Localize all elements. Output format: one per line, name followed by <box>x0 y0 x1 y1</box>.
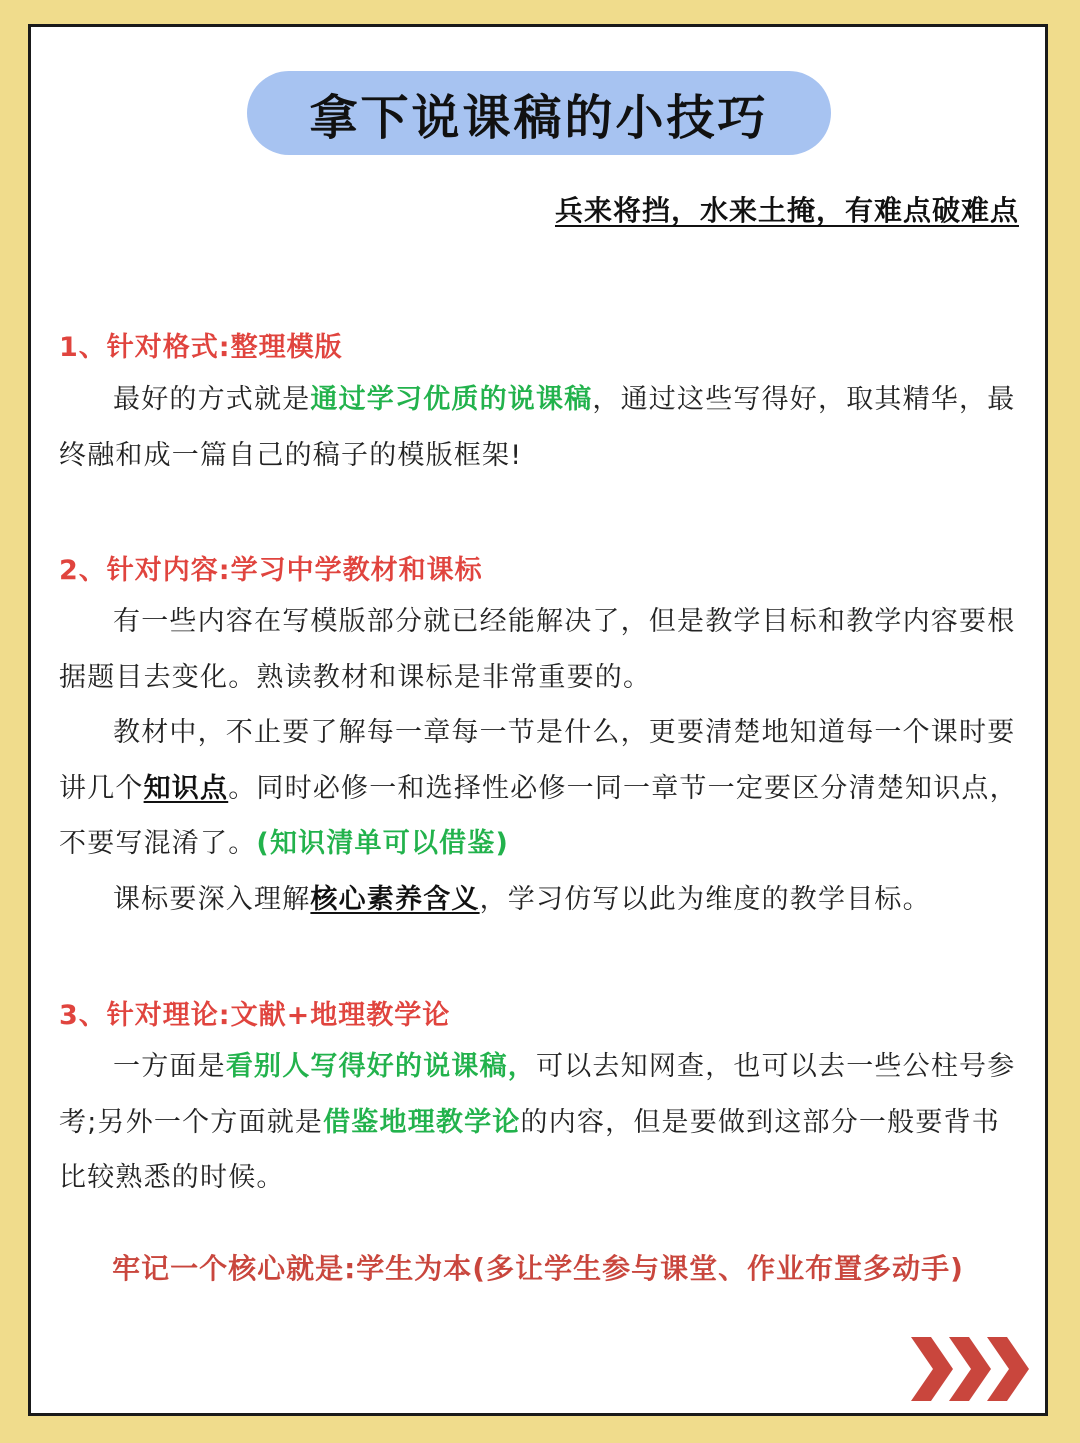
page-title: 拿下说课稿的小技巧 <box>247 71 831 155</box>
text-run: 最好的方式就是 <box>113 384 311 415</box>
text-run: 教材中，不止要了解每一章每一节是什么，更要清楚地知道每一个课时要讲几个 <box>59 717 1016 804</box>
section-1-heading: 1、针对格式:整理模版 <box>59 332 343 363</box>
subtitle: 兵来将挡，水来土掩，有难点破难点 <box>554 194 1019 227</box>
next-arrows-icon <box>909 1335 1035 1403</box>
text-run: 课标要深入理解 <box>113 884 311 915</box>
section-2-paragraph-1: 有一些内容在写模版部分就已经能解决了，但是教学目标和教学内容要根据题目去变化。熟读教材和课标是非常重要的。 <box>59 606 1016 693</box>
text-run: ，学习仿写以此为维度的教学目标。 <box>479 884 931 915</box>
content-card <box>28 24 1048 1416</box>
section-2-heading: 2、针对内容:学习中学教材和课标 <box>59 555 483 586</box>
text-run: 可以去知网查，也可以去一些公柱号参考;另外一个方面就是 <box>59 1051 1016 1138</box>
section-1-paragraph <box>59 372 1025 483</box>
text-run: 。同时必修一和选择性必修一同一章节一定要区分清楚知识点，不要写混淆了。 <box>59 772 1018 859</box>
green-highlight: 看别人写得好的说课稿， <box>225 1051 537 1082</box>
text-run: ，通过这些写得好，取其精华，最终融和成一篇自己的稿子的模版框架! <box>59 384 1016 471</box>
section-2-paragraph-3 <box>59 872 1025 928</box>
text-run: 的内容，但是要做到这部分一般要背书比较熟悉的时候。 <box>59 1106 1000 1193</box>
underlined-keyword: 核心素养含义 <box>310 884 480 915</box>
section-3-heading: 3、针对理论:文献+地理教学论 <box>59 1000 451 1031</box>
green-highlight: 通过学习优质的说课稿 <box>310 384 593 415</box>
section-2-paragraph-2 <box>59 705 1025 872</box>
core-principle-line: 牢记一个核心就是:学生为本(多让学生参与课堂、作业布置多动手) <box>112 1252 964 1285</box>
underlined-keyword: 知识点 <box>143 772 229 804</box>
text-run: 一方面是 <box>113 1051 226 1082</box>
section-3-paragraph <box>59 1039 1025 1206</box>
green-highlight: 借鉴地理教学论 <box>323 1106 521 1138</box>
green-highlight: (知识清单可以借鉴) <box>256 828 510 859</box>
